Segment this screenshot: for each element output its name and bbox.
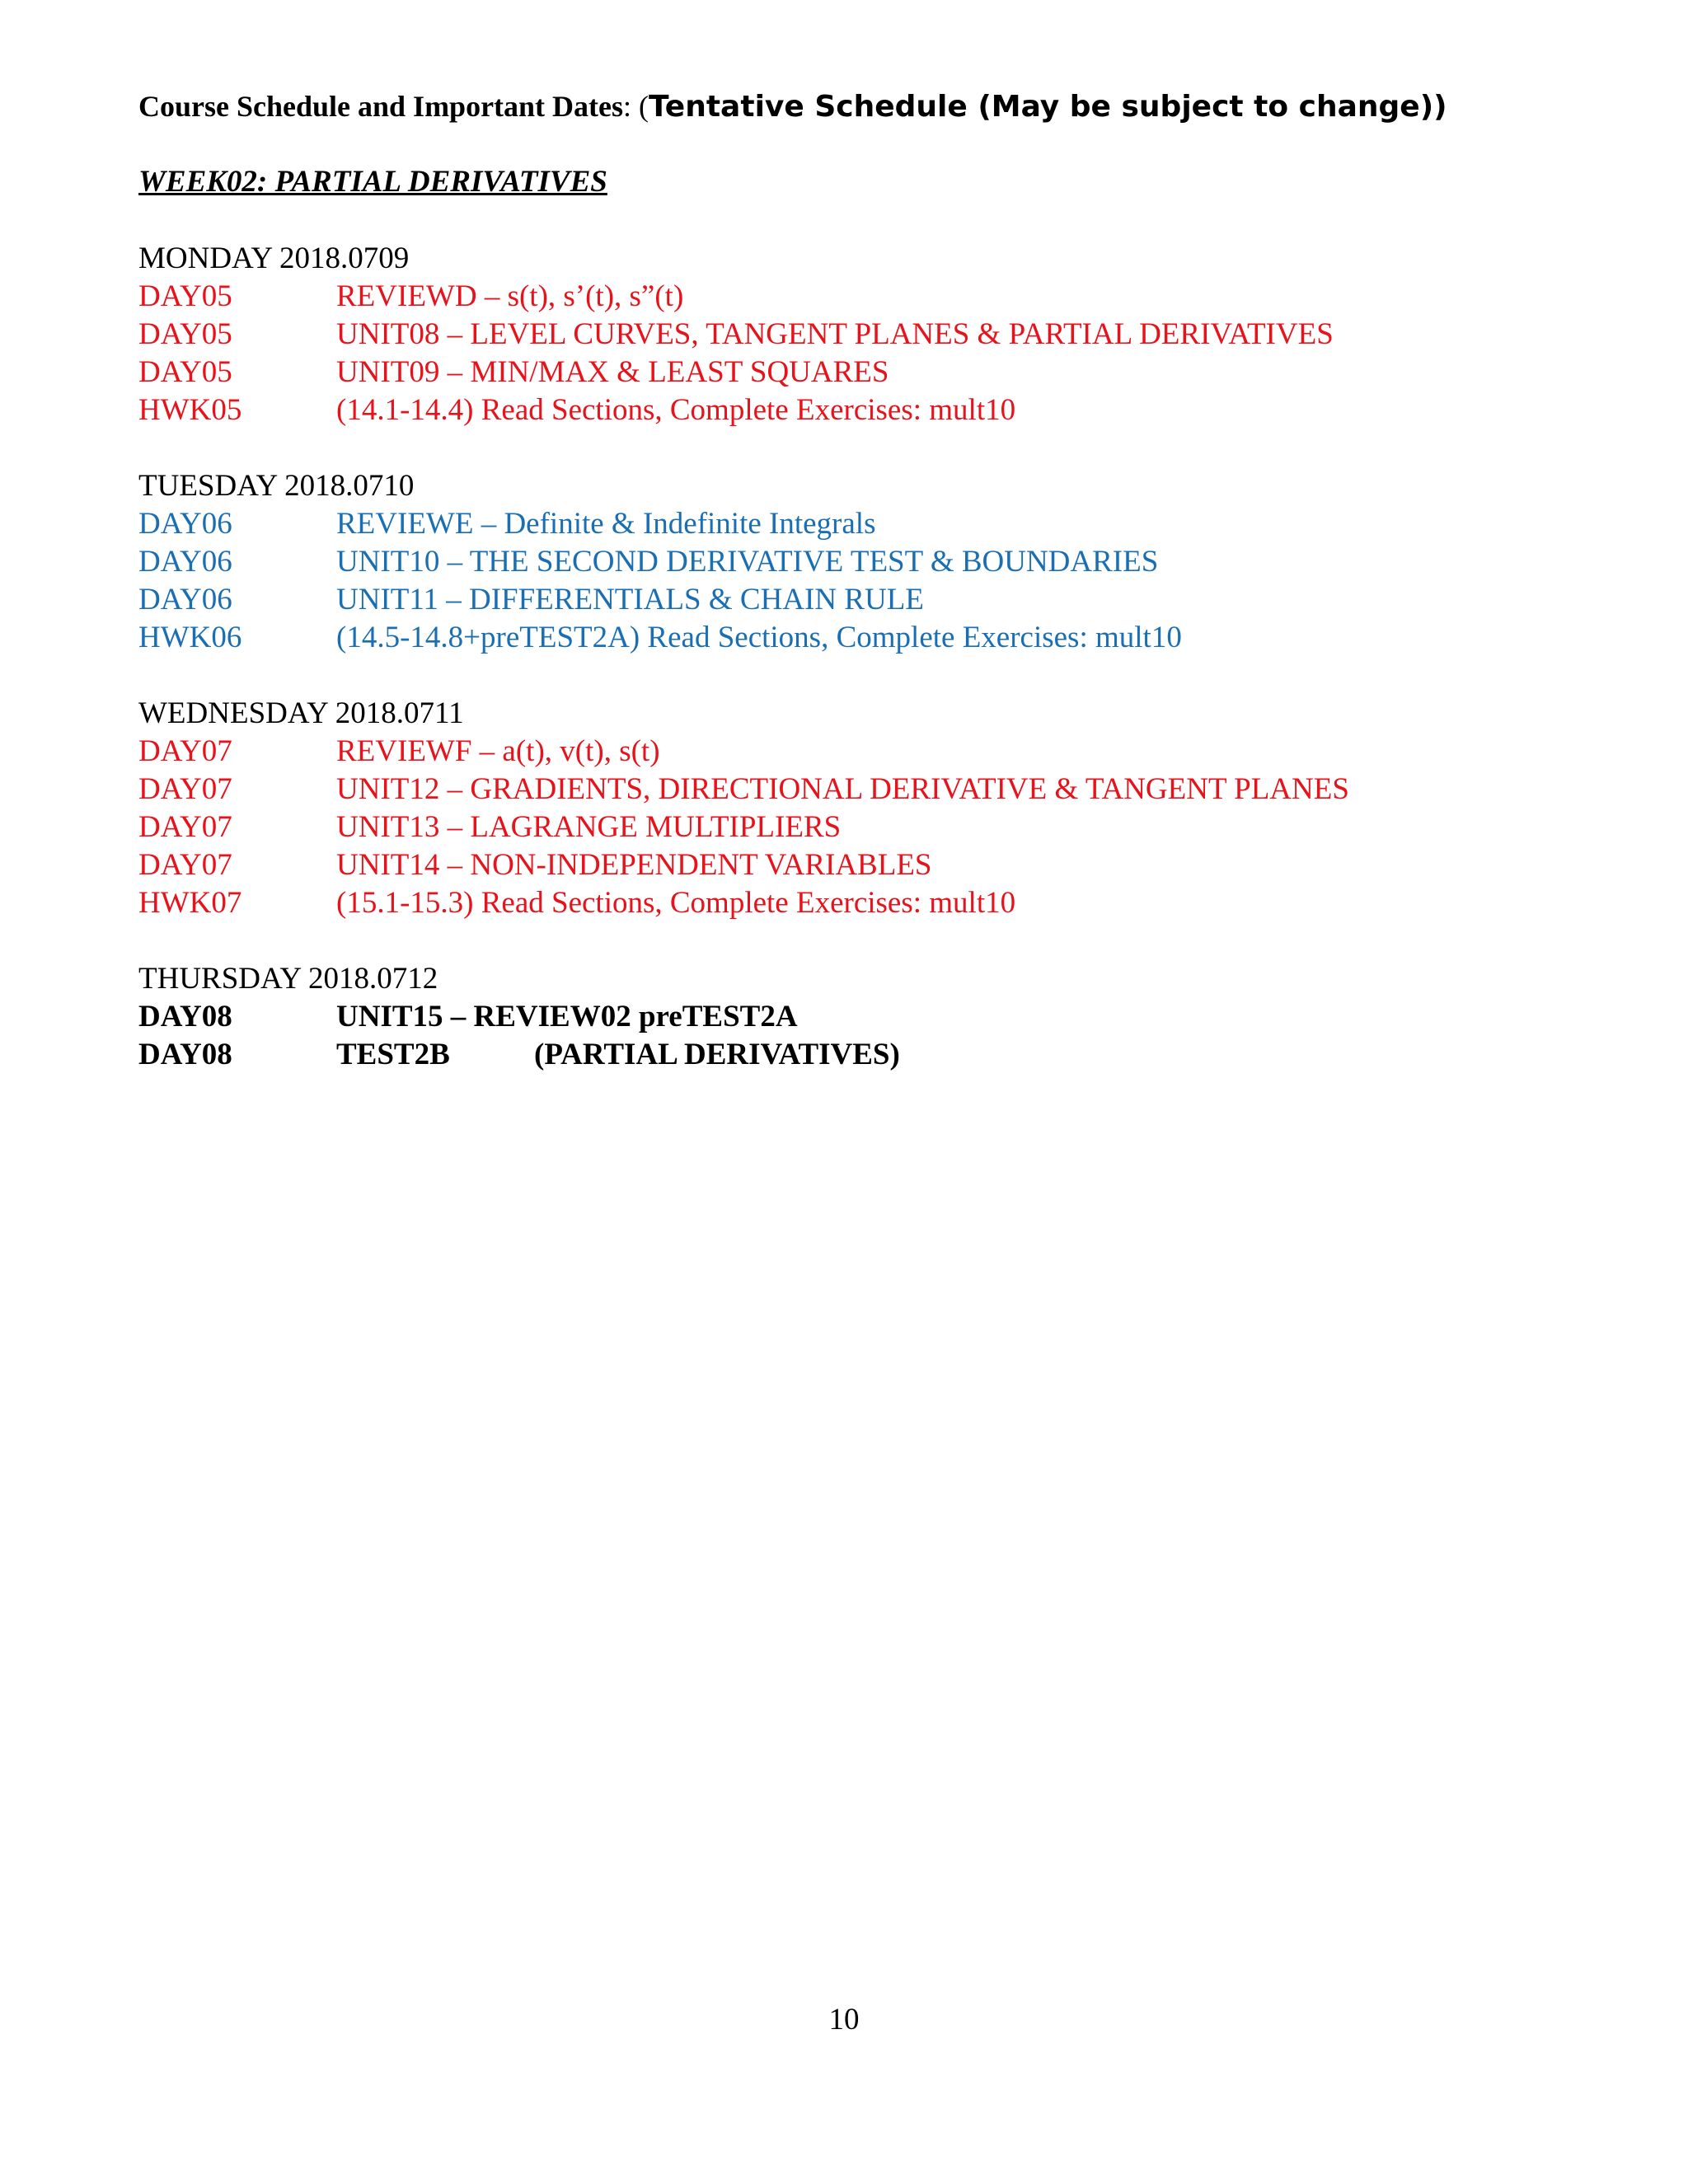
schedule-row	[138, 543, 1622, 581]
row-desc: UNIT13 – LAGRANGE MULTIPLIERS	[336, 810, 842, 844]
row-code: HWK06	[138, 621, 242, 654]
day-title: MONDAY 2018.0709	[138, 241, 410, 275]
row-code: DAY06	[138, 507, 232, 541]
heading-colon: : (	[623, 90, 649, 123]
day-block-tuesday	[138, 467, 1622, 657]
row-desc: (14.1-14.4) Read Sections, Complete Exercises: mult10	[336, 393, 1016, 427]
row-desc: REVIEWD – s(t), s’(t), s”(t)	[336, 279, 684, 313]
row-desc: REVIEWF – a(t), v(t), s(t)	[336, 734, 660, 768]
schedule-row	[138, 505, 1622, 543]
day-block-thursday	[138, 960, 1622, 1074]
row-code: HWK07	[138, 886, 242, 920]
schedule-row	[138, 884, 1622, 922]
row-code: DAY06	[138, 545, 232, 579]
schedule-row	[138, 581, 1622, 619]
row-desc: UNIT15 – REVIEW02 preTEST2A	[336, 1000, 798, 1033]
row-code: DAY07	[138, 734, 232, 768]
day-block-wednesday	[138, 695, 1622, 922]
day-block-monday	[138, 240, 1622, 429]
row-desc: REVIEWE – Definite & Indefinite Integrals	[336, 507, 876, 541]
day-title: WEDNESDAY 2018.0711	[138, 696, 464, 730]
row-desc: (14.5-14.8+preTEST2A) Read Sections, Complete Exercises: mult10	[336, 621, 1182, 654]
page-number: 10	[828, 2003, 860, 2036]
schedule-row	[138, 733, 1622, 771]
row-code: DAY05	[138, 317, 232, 351]
schedule-heading	[138, 87, 1447, 126]
heading-main: Course Schedule and Important Dates	[138, 90, 624, 123]
schedule-row	[138, 846, 1622, 884]
row-code: DAY05	[138, 279, 232, 313]
schedule-row	[138, 619, 1622, 657]
row-desc: UNIT08 – LEVEL CURVES, TANGENT PLANES & PARTIAL DERIVATIVES	[336, 317, 1334, 351]
schedule-row	[138, 771, 1622, 808]
row-desc: UNIT09 – MIN/MAX & LEAST SQUARES	[336, 355, 889, 389]
row-desc	[336, 1036, 1622, 1074]
day-title: THURSDAY 2018.0712	[138, 962, 438, 996]
row-code: DAY08	[138, 1038, 232, 1071]
row-code: DAY07	[138, 810, 232, 844]
week-title: WEEK02: PARTIAL DERIVATIVES	[138, 165, 607, 199]
heading-note: Tentative Schedule (May be subject to change))	[649, 90, 1447, 124]
row-desc-part: (PARTIAL DERIVATIVES)	[534, 1038, 900, 1071]
day-title: TUESDAY 2018.0710	[138, 469, 415, 503]
row-desc-part: TEST2B	[336, 1038, 450, 1071]
schedule-row	[138, 391, 1622, 429]
row-code: DAY06	[138, 583, 232, 616]
schedule-row	[138, 316, 1622, 354]
row-code: HWK05	[138, 393, 242, 427]
schedule-row	[138, 354, 1622, 391]
row-desc: UNIT12 – GRADIENTS, DIRECTIONAL DERIVATIVE & TANGENT PLANES	[336, 772, 1349, 806]
row-code: DAY08	[138, 1000, 232, 1033]
row-desc: UNIT14 – NON-INDEPENDENT VARIABLES	[336, 848, 932, 882]
row-desc: UNIT10 – THE SECOND DERIVATIVE TEST & BOUNDARIES	[336, 545, 1159, 579]
row-code: DAY07	[138, 848, 232, 882]
schedule-row	[138, 808, 1622, 846]
row-desc: (15.1-15.3) Read Sections, Complete Exercises: mult10	[336, 886, 1016, 920]
row-code: DAY07	[138, 772, 232, 806]
schedule-row	[138, 1036, 1622, 1074]
row-desc: UNIT11 – DIFFERENTIALS & CHAIN RULE	[336, 583, 924, 616]
schedule-row	[138, 998, 1622, 1036]
schedule-row	[138, 278, 1622, 316]
row-code: DAY05	[138, 355, 232, 389]
